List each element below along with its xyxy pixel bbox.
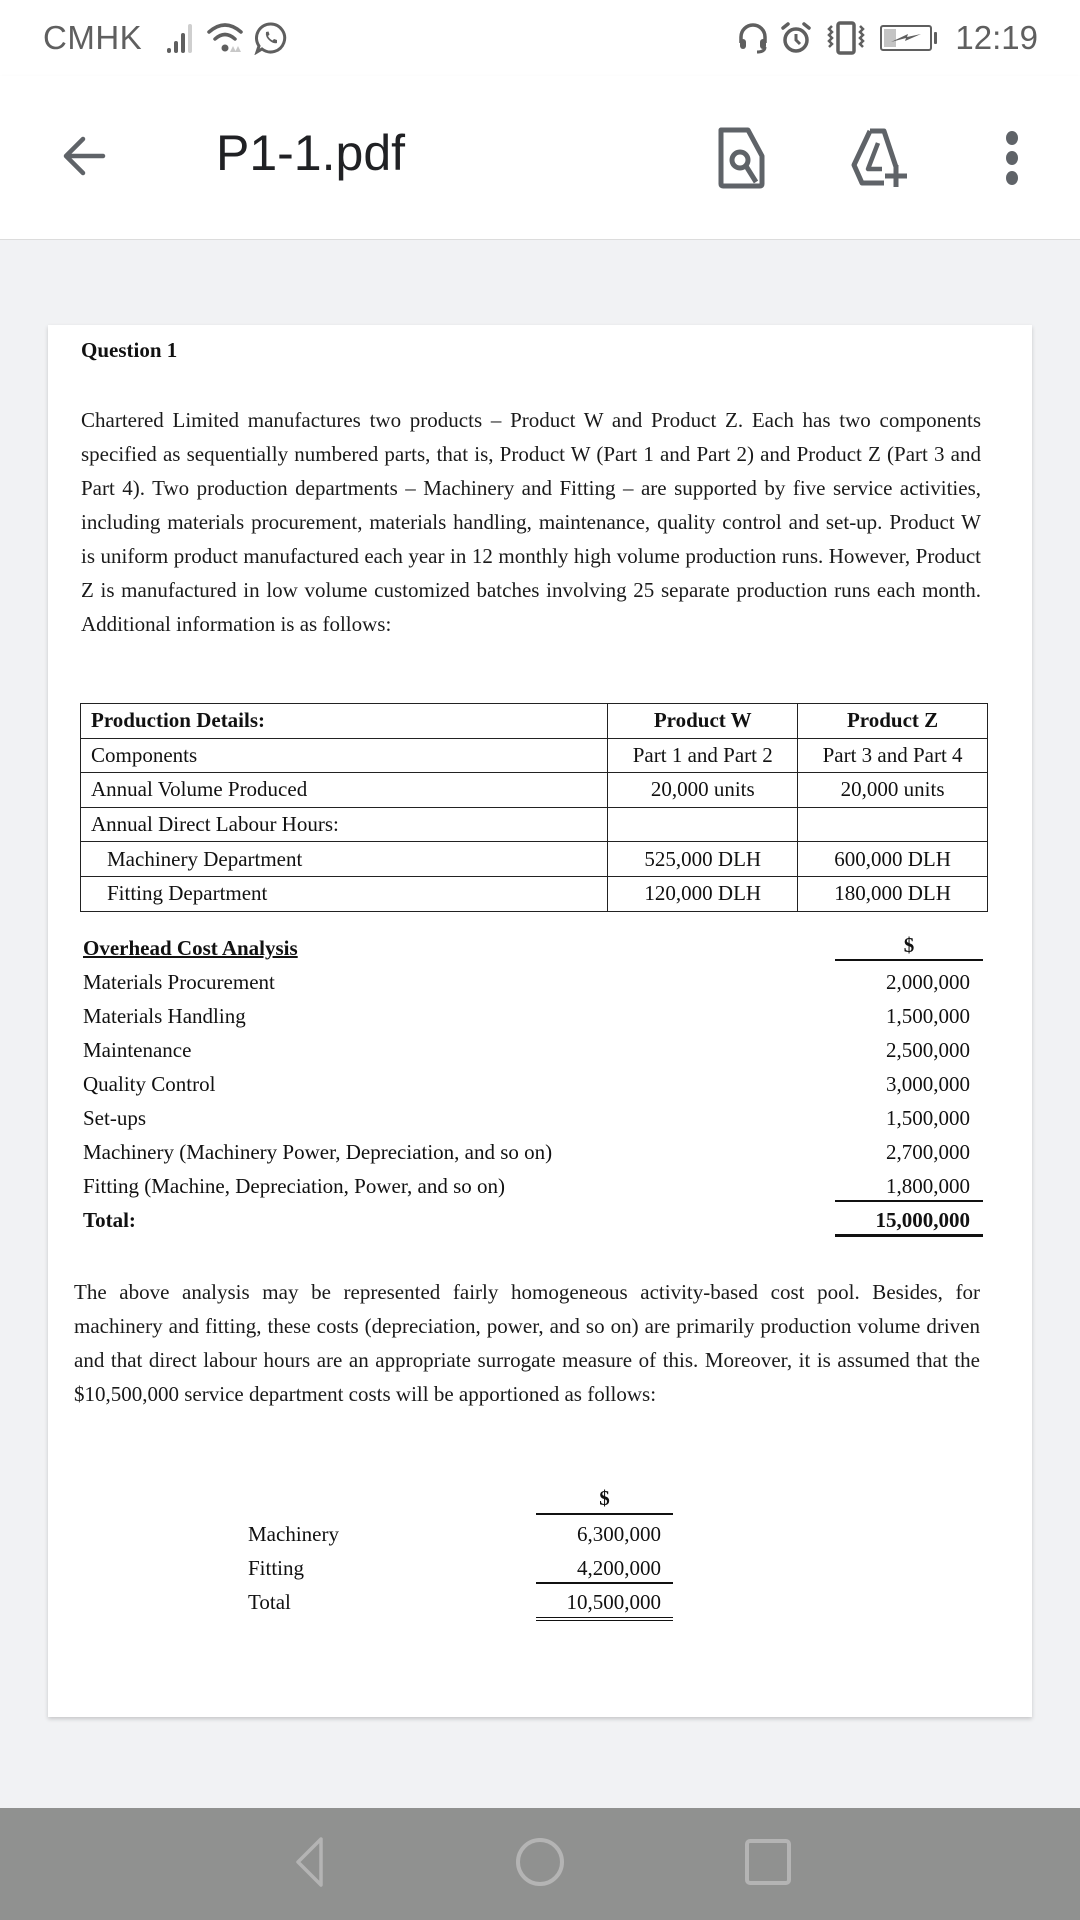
- find-in-page-icon: [716, 126, 768, 195]
- total-label: Total:: [83, 1208, 136, 1232]
- signal-icon: [166, 21, 196, 55]
- system-nav-bar: [0, 1808, 1080, 1920]
- apportion-header-row: [248, 1483, 673, 1517]
- nav-back-button[interactable]: [280, 1836, 340, 1892]
- battery-charging-icon: [879, 21, 939, 55]
- row-label: Fitting Department: [81, 876, 608, 911]
- department-value: 6,300,000: [577, 1522, 661, 1546]
- carrier-name: CMHK: [43, 19, 143, 56]
- status-left: [43, 19, 288, 57]
- table-header: Production Details:: [81, 704, 608, 739]
- back-icon: [295, 1836, 325, 1893]
- table-row: [81, 807, 988, 842]
- status-bar: [0, 0, 1080, 76]
- app-bar: [0, 76, 1080, 240]
- analysis-paragraph: The above analysis may be represented fairly homogeneous activity-based cost pool. Besides, for machinery and fitting, these costs (depreciation, power, and so on) are primarily production volume driven and that direct labour hours are an appropriate surrogate measure of this. Moreover, it is assumed that the $10,500,000 service department costs will be apportioned as follows:: [74, 1280, 980, 1406]
- total-value: 10,500,000: [536, 1585, 673, 1621]
- cost-value: 2,700,000: [886, 1140, 970, 1164]
- overhead-row: [83, 1033, 983, 1067]
- status-right: [737, 19, 1038, 57]
- nav-recents-button[interactable]: [738, 1836, 798, 1892]
- cost-label: Materials Handling: [83, 1004, 246, 1028]
- overhead-row: [83, 999, 983, 1033]
- cost-value: 1,500,000: [886, 1004, 970, 1028]
- document-title: P1-1.pdf: [216, 125, 406, 181]
- table-row: [81, 876, 988, 911]
- recents-icon: [744, 1838, 792, 1891]
- apportion-row: [248, 1517, 673, 1551]
- find-in-page-button[interactable]: [710, 128, 774, 192]
- cost-value: 1,500,000: [886, 1106, 970, 1130]
- cost-value: 3,000,000: [886, 1072, 970, 1096]
- cost-label: Materials Procurement: [83, 970, 275, 994]
- overhead-header-row: [83, 931, 983, 965]
- arrow-back-icon: [59, 131, 109, 186]
- product-w-cell: [608, 807, 798, 842]
- overhead-total-row: [83, 1203, 983, 1237]
- nav-home-button[interactable]: [510, 1836, 570, 1892]
- currency-header: $: [835, 931, 983, 961]
- alarm-icon: [779, 21, 813, 55]
- cost-value: 2,000,000: [886, 970, 970, 994]
- product-w-cell: 525,000 DLH: [608, 842, 798, 877]
- whatsapp-icon: [254, 21, 288, 55]
- clock: 12:19: [955, 19, 1038, 56]
- back-button[interactable]: [54, 128, 114, 188]
- product-w-cell: Part 1 and Part 2: [608, 738, 798, 773]
- wifi-icon: [206, 20, 244, 56]
- pdf-viewer[interactable]: [0, 240, 1080, 1808]
- apportionment-table: [248, 1483, 673, 1619]
- table-row: [81, 773, 988, 808]
- pdf-page: [48, 325, 1032, 1717]
- cost-label: Maintenance: [83, 1038, 192, 1062]
- product-z-cell: Part 3 and Part 4: [798, 738, 988, 773]
- home-icon: [514, 1836, 566, 1893]
- overhead-row: [83, 1067, 983, 1101]
- overhead-row: [83, 1101, 983, 1135]
- table-header-row: [81, 704, 988, 739]
- total-value: 15,000,000: [835, 1203, 983, 1237]
- product-w-cell: 20,000 units: [608, 773, 798, 808]
- table-row: [81, 842, 988, 877]
- table-header: Product Z: [798, 704, 988, 739]
- cost-label: Machinery (Machinery Power, Depreciation, and so on): [83, 1140, 553, 1164]
- cost-label: Fitting (Machine, Depreciation, Power, and so on): [83, 1174, 505, 1198]
- add-to-drive-icon: [848, 127, 912, 194]
- overhead-title: Overhead Cost Analysis: [83, 936, 298, 960]
- department-value: 4,200,000: [536, 1551, 673, 1584]
- table-header: Product W: [608, 704, 798, 739]
- product-z-cell: 20,000 units: [798, 773, 988, 808]
- vibrate-icon: [823, 20, 869, 56]
- headset-icon: [737, 21, 769, 55]
- overhead-cost-analysis: [83, 931, 983, 1237]
- apportion-row: [248, 1551, 673, 1585]
- more-options-button[interactable]: [980, 128, 1044, 192]
- production-details-table: [80, 703, 988, 912]
- more-vert-icon: [1002, 129, 1022, 192]
- apportion-total-row: [248, 1585, 673, 1619]
- overhead-row: [83, 1169, 983, 1203]
- department-label: Fitting: [248, 1556, 305, 1580]
- row-label: Components: [81, 738, 608, 773]
- add-to-drive-button[interactable]: [848, 128, 912, 192]
- department-label: Machinery: [248, 1522, 339, 1546]
- currency-header: $: [536, 1483, 673, 1515]
- cost-value: 2,500,000: [886, 1038, 970, 1062]
- cost-label: Quality Control: [83, 1072, 216, 1096]
- row-label: Annual Direct Labour Hours:: [81, 807, 608, 842]
- intro-paragraph: Chartered Limited manufactures two products – Product W and Product Z. Each has two components specified as sequentially numbered parts, that is, Product W (Part 1 and Part 2) and Product Z (Part 3 and Part 4). Two production departments – Machinery and Fitting – are supported by five service activities, including materials procurement, materials handling, maintenance, quality control and set-up. Product W is uniform product manufactured each year in 12 monthly high volume production runs. However, Product Z is manufactured in low volume customized batches involving 25 separate production runs each month. Additional information is as follows:: [81, 408, 981, 636]
- question-title: Question 1: [81, 338, 178, 362]
- product-z-cell: 180,000 DLH: [798, 876, 988, 911]
- row-label: Annual Volume Produced: [81, 773, 608, 808]
- table-row: [81, 738, 988, 773]
- total-label: Total: [248, 1590, 291, 1614]
- product-z-cell: [798, 807, 988, 842]
- product-w-cell: 120,000 DLH: [608, 876, 798, 911]
- cost-value: 1,800,000: [835, 1169, 983, 1202]
- cost-label: Set-ups: [83, 1106, 146, 1130]
- row-label: Machinery Department: [81, 842, 608, 877]
- product-z-cell: 600,000 DLH: [798, 842, 988, 877]
- overhead-row: [83, 1135, 983, 1169]
- overhead-row: [83, 965, 983, 999]
